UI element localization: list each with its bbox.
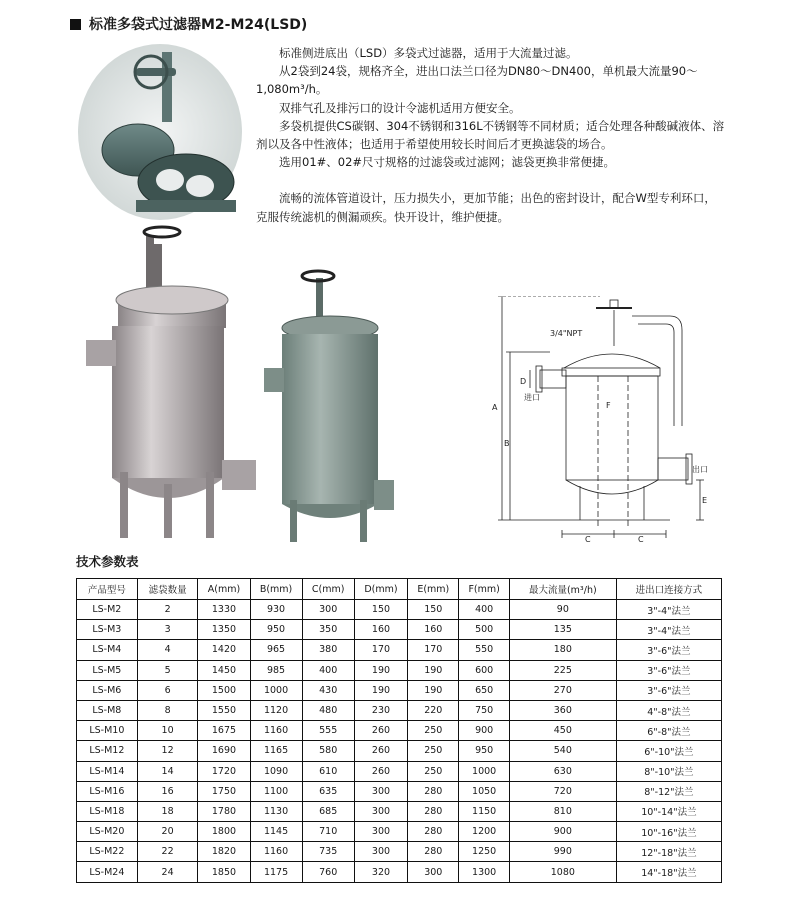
table-cell: LS-M12 (77, 741, 138, 761)
table-cell: 750 (459, 700, 509, 720)
table-cell: 1820 (198, 842, 250, 862)
table-cell: LS-M8 (77, 700, 138, 720)
table-cell: 950 (250, 620, 302, 640)
table-cell: 8"-10"法兰 (616, 761, 721, 781)
npt-label: 3/4"NPT (550, 329, 583, 338)
column-header: 滤袋数量 (137, 579, 198, 600)
table-cell: 400 (302, 660, 354, 680)
intro-paragraph: 标准侧进底出（LSD）多袋式过滤器，适用于大流量过滤。 (279, 46, 578, 60)
table-cell: LS-M6 (77, 680, 138, 700)
table-cell: 1500 (198, 680, 250, 700)
table-cell: 300 (354, 822, 407, 842)
table-cell: 12 (137, 741, 198, 761)
table-cell: 900 (459, 721, 509, 741)
table-cell: 280 (408, 801, 459, 821)
dim-a-label: A (492, 403, 498, 412)
table-cell: 1690 (198, 741, 250, 761)
table-cell: 450 (509, 721, 616, 741)
table-cell: 720 (509, 781, 616, 801)
table-cell: 300 (408, 862, 459, 882)
table-cell: 1250 (459, 842, 509, 862)
table-cell: 160 (354, 620, 407, 640)
table-cell: 985 (250, 660, 302, 680)
table-row (77, 801, 722, 821)
column-header: D(mm) (354, 579, 407, 600)
table-cell: 170 (354, 640, 407, 660)
table-cell: LS-M16 (77, 781, 138, 801)
table-cell: 230 (354, 700, 407, 720)
table-cell: LS-M10 (77, 721, 138, 741)
table-cell: 90 (509, 600, 616, 620)
table-cell: 6 (137, 680, 198, 700)
table-cell: 10 (137, 721, 198, 741)
table-cell: 1145 (250, 822, 302, 842)
table-cell: 260 (354, 761, 407, 781)
table-cell: 550 (459, 640, 509, 660)
table-cell: 685 (302, 801, 354, 821)
table-cell: 12"-18"法兰 (616, 842, 721, 862)
table-row (77, 620, 722, 640)
table-header-row (77, 579, 722, 600)
table-cell: 280 (408, 842, 459, 862)
dim-f-label: F (606, 401, 611, 410)
table-cell: 180 (509, 640, 616, 660)
column-header: E(mm) (408, 579, 459, 600)
intro-text (256, 44, 726, 226)
table-cell: 360 (509, 700, 616, 720)
table-cell: 400 (459, 600, 509, 620)
table-cell: LS-M3 (77, 620, 138, 640)
filter-open-lid-photo (76, 40, 244, 222)
table-cell: 250 (408, 761, 459, 781)
table-row (77, 862, 722, 882)
table-row (77, 660, 722, 680)
table-cell: 650 (459, 680, 509, 700)
column-header: 最大流量(m³/h) (509, 579, 616, 600)
table-cell: 1100 (250, 781, 302, 801)
table-cell: 190 (408, 660, 459, 680)
table-row (77, 700, 722, 720)
table-cell: 190 (408, 680, 459, 700)
table-cell: LS-M14 (77, 761, 138, 781)
table-cell: 950 (459, 741, 509, 761)
table-cell: 1450 (198, 660, 250, 680)
table-cell: 6"-10"法兰 (616, 741, 721, 761)
column-header: 进出口连接方式 (616, 579, 721, 600)
table-cell: 1800 (198, 822, 250, 842)
table-row (77, 741, 722, 761)
table-cell: LS-M4 (77, 640, 138, 660)
table-cell: LS-M5 (77, 660, 138, 680)
table-cell: 3 (137, 620, 198, 640)
table-cell: 965 (250, 640, 302, 660)
table-cell: 3"-6"法兰 (616, 660, 721, 680)
table-cell: 1050 (459, 781, 509, 801)
table-cell: LS-M20 (77, 822, 138, 842)
table-cell: 610 (302, 761, 354, 781)
table-cell: 635 (302, 781, 354, 801)
table-cell: 1000 (250, 680, 302, 700)
table-cell: 300 (302, 600, 354, 620)
table-cell: 22 (137, 842, 198, 862)
table-cell: 14"-18"法兰 (616, 862, 721, 882)
table-cell: 150 (354, 600, 407, 620)
table-cell: 250 (408, 741, 459, 761)
table-cell: 20 (137, 822, 198, 842)
table-row (77, 822, 722, 842)
table-cell: 430 (302, 680, 354, 700)
table-cell: 3"-4"法兰 (616, 600, 721, 620)
table-cell: 16 (137, 781, 198, 801)
table-cell: 18 (137, 801, 198, 821)
table-row (77, 640, 722, 660)
table-row (77, 680, 722, 700)
table-cell: 1720 (198, 761, 250, 781)
filter-housing-small-photo (260, 262, 395, 544)
table-cell: 3"-6"法兰 (616, 680, 721, 700)
table-row (77, 600, 722, 620)
table-cell: 1850 (198, 862, 250, 882)
table-cell: 1130 (250, 801, 302, 821)
table-row (77, 842, 722, 862)
table-title: 技术参数表 (76, 554, 139, 569)
table-cell: 1780 (198, 801, 250, 821)
table-cell: 160 (408, 620, 459, 640)
table-cell: 1330 (198, 600, 250, 620)
table-cell: 1750 (198, 781, 250, 801)
table-cell: 1160 (250, 721, 302, 741)
spec-table (76, 578, 722, 883)
table-cell: 1150 (459, 801, 509, 821)
table-cell: 300 (354, 842, 407, 862)
table-cell: 600 (459, 660, 509, 680)
dim-e-label: E (702, 496, 708, 505)
intro-paragraph: 选用01#、02#尺寸规格的过滤袋或过滤网；滤袋更换非常便捷。 (279, 155, 616, 170)
dim-b-label: B (504, 439, 510, 448)
table-cell: 300 (354, 781, 407, 801)
table-cell: 150 (408, 600, 459, 620)
table-cell: 260 (354, 721, 407, 741)
column-header: C(mm) (302, 579, 354, 600)
table-row (77, 721, 722, 741)
table-cell: 5 (137, 660, 198, 680)
table-cell: 225 (509, 660, 616, 680)
table-cell: 990 (509, 842, 616, 862)
table-cell: 4 (137, 640, 198, 660)
table-cell: 1120 (250, 700, 302, 720)
table-cell: 555 (302, 721, 354, 741)
table-cell: 190 (354, 660, 407, 680)
table-cell: 1160 (250, 842, 302, 862)
table-cell: 3"-6"法兰 (616, 640, 721, 660)
table-cell: 280 (408, 781, 459, 801)
table-cell: 1675 (198, 721, 250, 741)
column-header: 产品型号 (77, 579, 138, 600)
table-cell: 135 (509, 620, 616, 640)
table-cell: 810 (509, 801, 616, 821)
dimension-drawing (490, 296, 720, 544)
table-cell: 3"-4"法兰 (616, 620, 721, 640)
table-row (77, 761, 722, 781)
intro-paragraph: 流畅的流体管道设计，压力损失小，更加节能；出色的密封设计，配合W型专利环口，克服传统滤机的侧漏顽疾。快开设计，维护便捷。 (256, 191, 716, 224)
table-cell: 580 (302, 741, 354, 761)
table-cell: 24 (137, 862, 198, 882)
table-cell: 480 (302, 700, 354, 720)
table-cell: 8 (137, 700, 198, 720)
table-cell: 270 (509, 680, 616, 700)
dim-d-label: D (520, 377, 527, 386)
table-cell: LS-M22 (77, 842, 138, 862)
table-cell: 1550 (198, 700, 250, 720)
table-cell: 630 (509, 761, 616, 781)
column-header: B(mm) (250, 579, 302, 600)
table-row (77, 781, 722, 801)
table-cell: 190 (354, 680, 407, 700)
filter-housing-large-photo (72, 222, 262, 542)
outlet-label: 出口 (692, 465, 708, 474)
column-header: A(mm) (198, 579, 250, 600)
dim-c-label: C (638, 535, 644, 544)
intro-paragraph: 双排气孔及排污口的设计令滤机适用方便安全。 (279, 100, 521, 115)
table-cell: 1165 (250, 741, 302, 761)
table-cell: 930 (250, 600, 302, 620)
table-cell: 350 (302, 620, 354, 640)
table-cell: 1090 (250, 761, 302, 781)
table-cell: 1420 (198, 640, 250, 660)
table-cell: 280 (408, 822, 459, 842)
page-title (70, 14, 307, 34)
table-cell: 1000 (459, 761, 509, 781)
page-title-text: 标准多袋式过滤器M2-M24(LSD) (89, 17, 308, 33)
intro-paragraph: 从2袋到24袋，规格齐全，进出口法兰口径为DN80～DN400，单机最大流量90～1,080m³/h。 (256, 64, 698, 97)
table-cell: 260 (354, 741, 407, 761)
table-cell: LS-M18 (77, 801, 138, 821)
table-cell: 170 (408, 640, 459, 660)
table-cell: 220 (408, 700, 459, 720)
table-cell: 14 (137, 761, 198, 781)
table-cell: 1300 (459, 862, 509, 882)
inlet-label: 进口 (524, 393, 540, 402)
table-cell: 10"-14"法兰 (616, 801, 721, 821)
table-cell: LS-M2 (77, 600, 138, 620)
table-cell: 710 (302, 822, 354, 842)
table-cell: 1350 (198, 620, 250, 640)
dim-c-label: C (585, 535, 591, 544)
table-cell: 300 (354, 801, 407, 821)
table-cell: 8"-12"法兰 (616, 781, 721, 801)
table-cell: 4"-8"法兰 (616, 700, 721, 720)
table-cell: 2 (137, 600, 198, 620)
table-cell: 320 (354, 862, 407, 882)
table-cell: 500 (459, 620, 509, 640)
table-cell: 1175 (250, 862, 302, 882)
table-cell: 540 (509, 741, 616, 761)
table-cell: 10"-16"法兰 (616, 822, 721, 842)
table-cell: 1200 (459, 822, 509, 842)
table-cell: 6"-8"法兰 (616, 721, 721, 741)
intro-paragraph: 多袋机提供CS碳钢、304不锈钢和316L不锈钢等不同材质；适合处理各种酸碱液体、溶剂以及各中性液体；也适用于希望使用较长时间后才更换滤袋的场合。 (256, 118, 725, 152)
table-cell: 1080 (509, 862, 616, 882)
table-cell: LS-M24 (77, 862, 138, 882)
square-bullet-icon (70, 19, 81, 30)
table-cell: 380 (302, 640, 354, 660)
column-header: F(mm) (459, 579, 509, 600)
table-cell: 250 (408, 721, 459, 741)
table-cell: 735 (302, 842, 354, 862)
table-cell: 760 (302, 862, 354, 882)
table-cell: 900 (509, 822, 616, 842)
